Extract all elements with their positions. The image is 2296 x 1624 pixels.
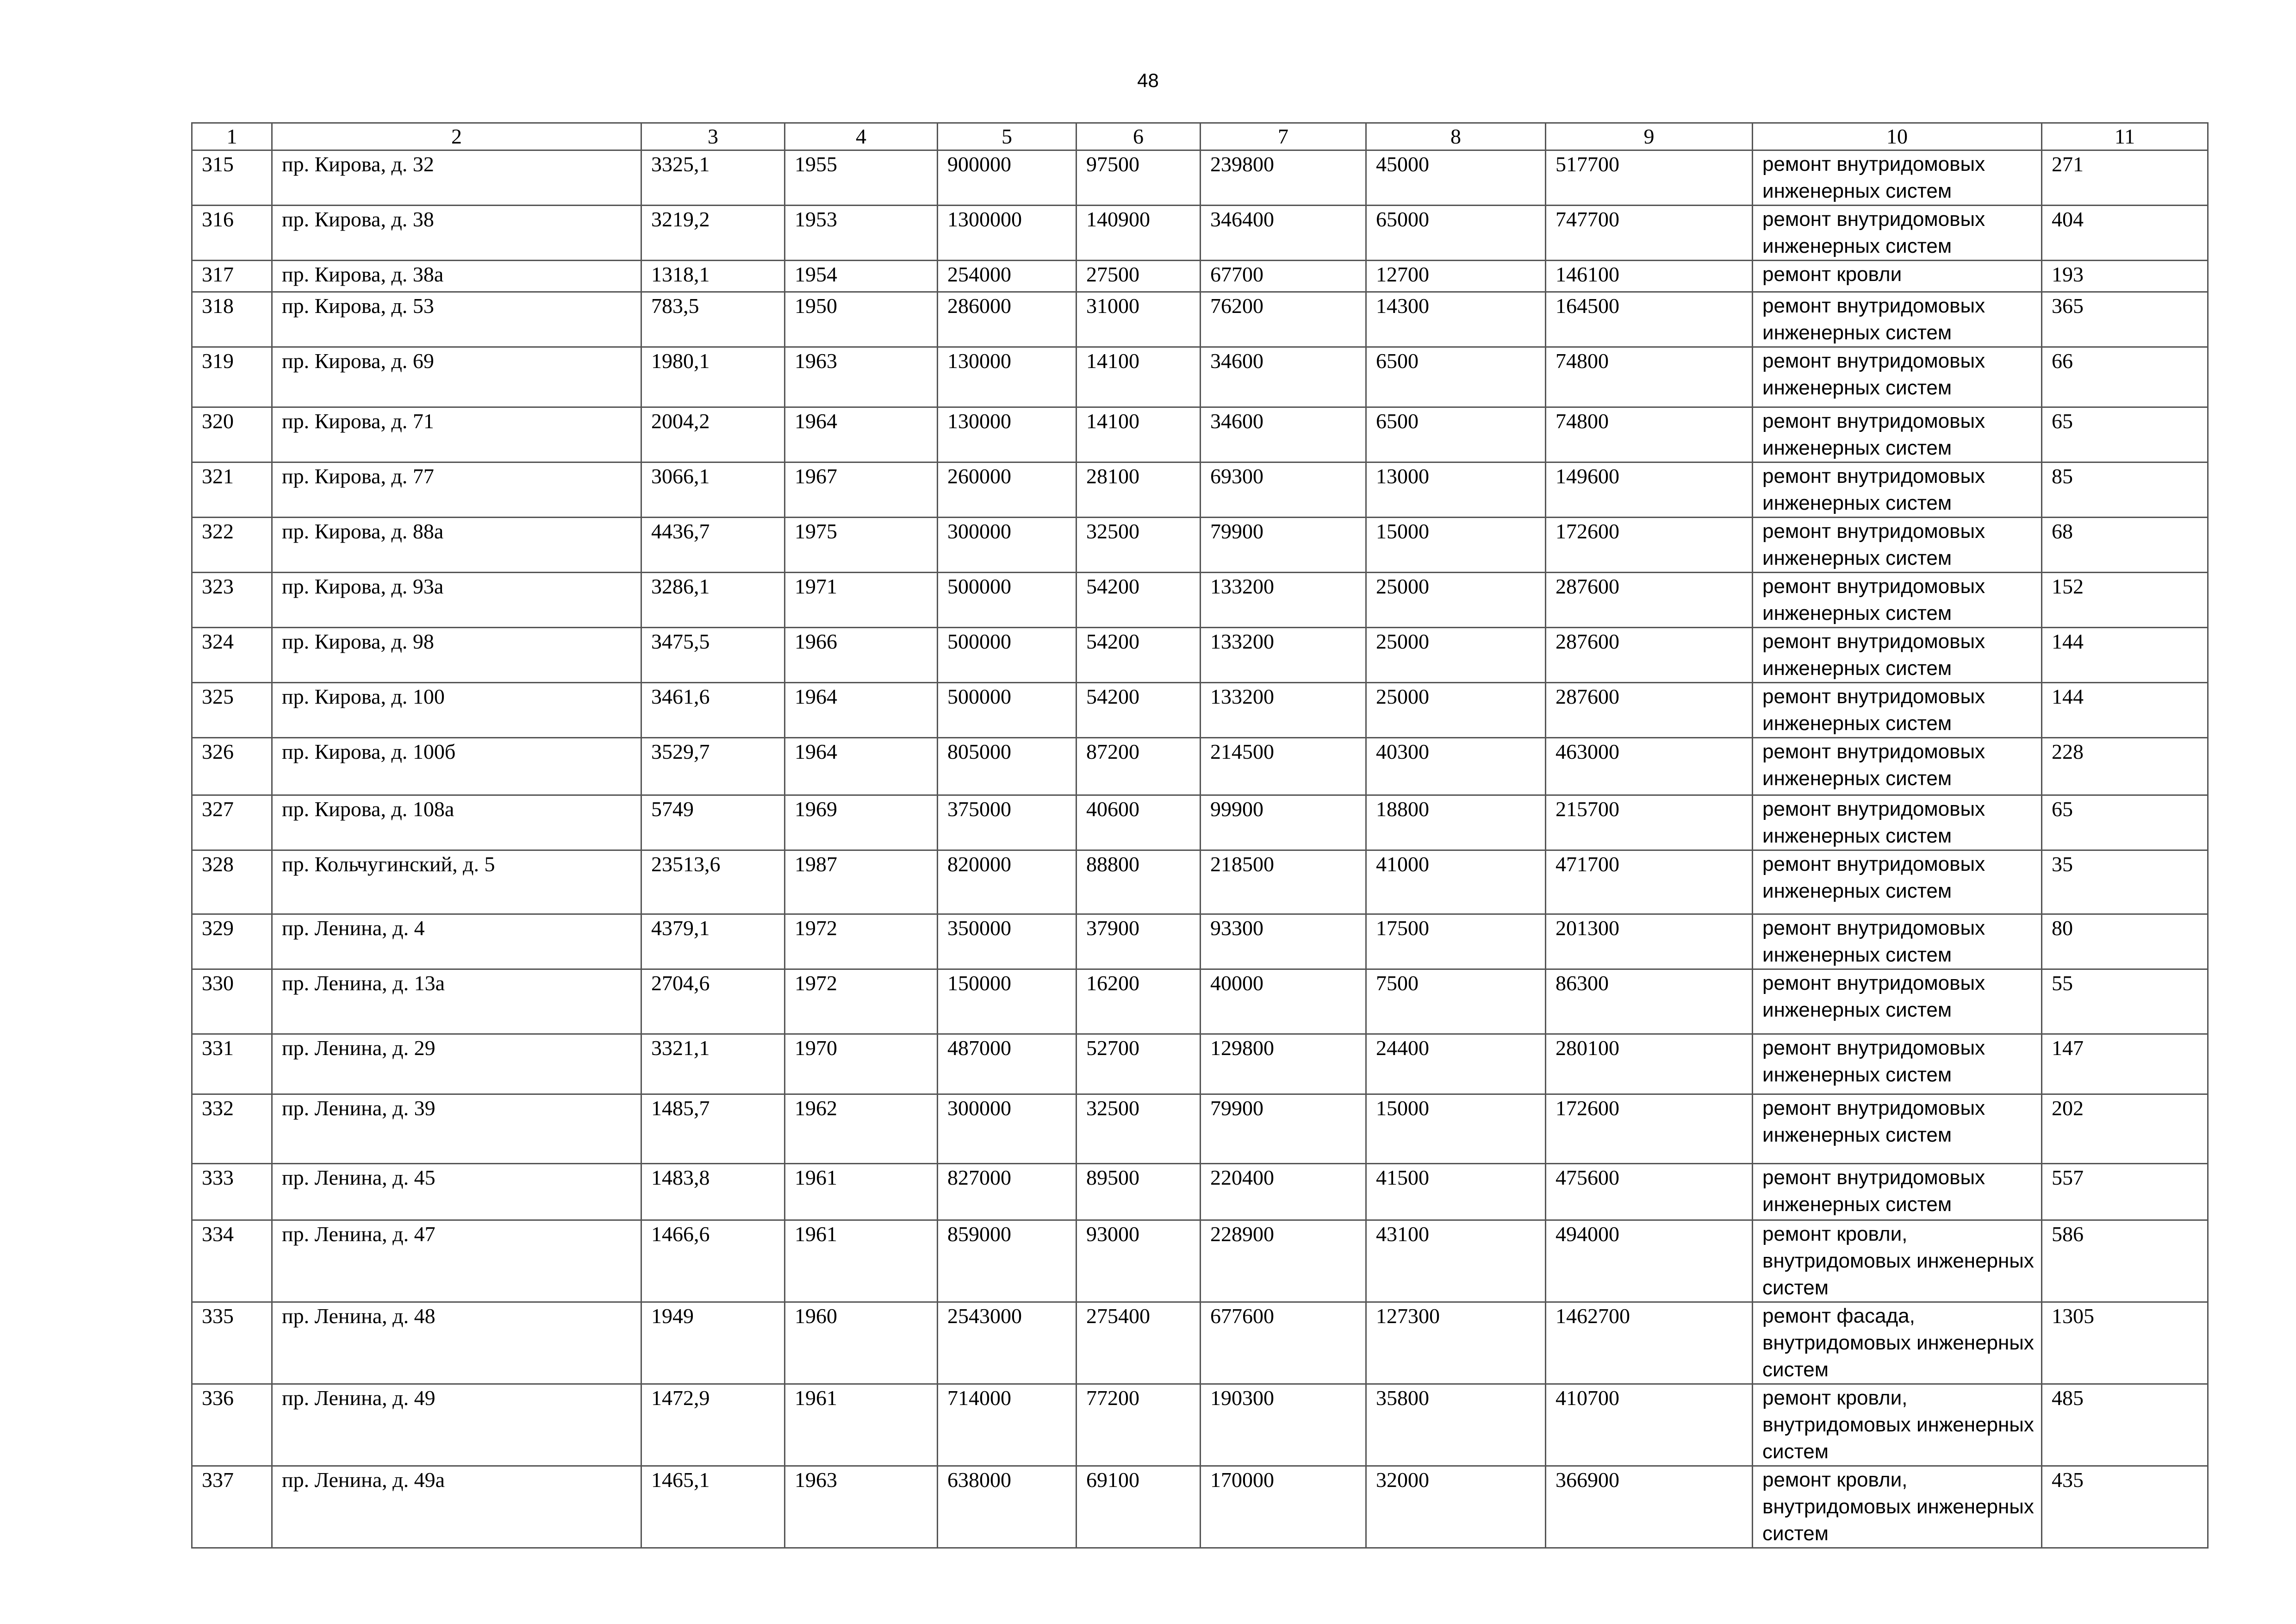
table-row: [192, 1164, 2208, 1220]
address: пр. Ленина, д. 49а: [272, 1466, 641, 1548]
cost-col-8: 25000: [1366, 628, 1546, 683]
column-header: 6: [1076, 123, 1201, 150]
table-row: [192, 1220, 2208, 1302]
cost-col-8: 41000: [1366, 850, 1546, 914]
work-type: ремонт кровли, внутридомовых инженерных систем: [1753, 1220, 2042, 1302]
total-cost: 300000: [938, 518, 1076, 573]
row-number: 320: [192, 407, 272, 462]
cost-col-9: 1462700: [1546, 1302, 1753, 1384]
year-built: 1954: [785, 261, 938, 292]
total-cost: 375000: [938, 795, 1076, 850]
column-header: 4: [785, 123, 938, 150]
col-11: 365: [2042, 292, 2208, 347]
work-type: ремонт кровли, внутридомовых инженерных систем: [1753, 1384, 2042, 1466]
col-11: 271: [2042, 150, 2208, 206]
total-cost: 805000: [938, 738, 1076, 795]
table-row: [192, 347, 2208, 407]
cost-col-9: 471700: [1546, 850, 1753, 914]
cost-col-6: 28100: [1076, 462, 1201, 518]
cost-col-6: 40600: [1076, 795, 1201, 850]
row-number: 331: [192, 1034, 272, 1094]
work-type: ремонт внутридомовых инженерных систем: [1753, 1034, 2042, 1094]
cost-col-6: 54200: [1076, 573, 1201, 628]
year-built: 1972: [785, 969, 938, 1034]
table-row: [192, 261, 2208, 292]
total-cost: 500000: [938, 628, 1076, 683]
year-built: 1964: [785, 683, 938, 738]
year-built: 1963: [785, 347, 938, 407]
cost-col-9: 287600: [1546, 628, 1753, 683]
year-built: 1961: [785, 1164, 938, 1220]
address: пр. Кирова, д. 32: [272, 150, 641, 206]
cost-col-6: 52700: [1076, 1034, 1201, 1094]
total-area: 3529,7: [641, 738, 785, 795]
total-cost: 900000: [938, 150, 1076, 206]
work-type: ремонт внутридомовых инженерных систем: [1753, 347, 2042, 407]
cost-col-7: 220400: [1201, 1164, 1366, 1220]
total-area: 3475,5: [641, 628, 785, 683]
table-row: [192, 738, 2208, 795]
cost-col-9: 287600: [1546, 573, 1753, 628]
address: пр. Ленина, д. 47: [272, 1220, 641, 1302]
work-type: ремонт внутридомовых инженерных систем: [1753, 628, 2042, 683]
address: пр. Кирова, д. 77: [272, 462, 641, 518]
col-11: 202: [2042, 1094, 2208, 1164]
total-cost: 300000: [938, 1094, 1076, 1164]
total-area: 783,5: [641, 292, 785, 347]
total-cost: 820000: [938, 850, 1076, 914]
column-header: 7: [1201, 123, 1366, 150]
address: пр. Кирова, д. 71: [272, 407, 641, 462]
cost-col-6: 14100: [1076, 407, 1201, 462]
total-cost: 500000: [938, 683, 1076, 738]
table-row: [192, 969, 2208, 1034]
cost-col-9: 215700: [1546, 795, 1753, 850]
year-built: 1964: [785, 738, 938, 795]
cost-col-9: 517700: [1546, 150, 1753, 206]
row-number: 333: [192, 1164, 272, 1220]
row-number: 332: [192, 1094, 272, 1164]
total-area: 1485,7: [641, 1094, 785, 1164]
table-row: [192, 573, 2208, 628]
cost-col-7: 79900: [1201, 1094, 1366, 1164]
total-cost: 254000: [938, 261, 1076, 292]
total-area: 3219,2: [641, 206, 785, 261]
cost-col-6: 275400: [1076, 1302, 1201, 1384]
col-11: 65: [2042, 795, 2208, 850]
cost-col-6: 69100: [1076, 1466, 1201, 1548]
table-row: [192, 1302, 2208, 1384]
total-cost: 487000: [938, 1034, 1076, 1094]
total-area: 3066,1: [641, 462, 785, 518]
col-11: 80: [2042, 914, 2208, 969]
cost-col-8: 7500: [1366, 969, 1546, 1034]
cost-col-7: 133200: [1201, 683, 1366, 738]
cost-col-7: 40000: [1201, 969, 1366, 1034]
col-11: 144: [2042, 683, 2208, 738]
col-11: 1305: [2042, 1302, 2208, 1384]
table-row: [192, 462, 2208, 518]
work-type: ремонт внутридомовых инженерных систем: [1753, 683, 2042, 738]
total-area: 1318,1: [641, 261, 785, 292]
cost-col-6: 93000: [1076, 1220, 1201, 1302]
cost-col-8: 40300: [1366, 738, 1546, 795]
page-number: 48: [1137, 69, 1159, 91]
total-cost: 130000: [938, 407, 1076, 462]
col-11: 66: [2042, 347, 2208, 407]
col-11: 228: [2042, 738, 2208, 795]
cost-col-7: 129800: [1201, 1034, 1366, 1094]
col-11: 435: [2042, 1466, 2208, 1548]
cost-col-6: 77200: [1076, 1384, 1201, 1466]
cost-col-6: 89500: [1076, 1164, 1201, 1220]
total-area: 3321,1: [641, 1034, 785, 1094]
col-11: 193: [2042, 261, 2208, 292]
cost-col-7: 239800: [1201, 150, 1366, 206]
col-11: 144: [2042, 628, 2208, 683]
work-type: ремонт внутридомовых инженерных систем: [1753, 292, 2042, 347]
cost-col-6: 54200: [1076, 683, 1201, 738]
work-type: ремонт фасада, внутридомовых инженерных систем: [1753, 1302, 2042, 1384]
row-number: 328: [192, 850, 272, 914]
cost-col-7: 76200: [1201, 292, 1366, 347]
row-number: 317: [192, 261, 272, 292]
cost-col-9: 747700: [1546, 206, 1753, 261]
cost-col-8: 43100: [1366, 1220, 1546, 1302]
cost-col-8: 65000: [1366, 206, 1546, 261]
row-number: 337: [192, 1466, 272, 1548]
year-built: 1975: [785, 518, 938, 573]
cost-col-7: 133200: [1201, 628, 1366, 683]
total-area: 5749: [641, 795, 785, 850]
cost-col-8: 32000: [1366, 1466, 1546, 1548]
cost-col-7: 677600: [1201, 1302, 1366, 1384]
cost-col-8: 15000: [1366, 1094, 1546, 1164]
cost-col-6: 140900: [1076, 206, 1201, 261]
year-built: 1960: [785, 1302, 938, 1384]
year-built: 1963: [785, 1466, 938, 1548]
total-area: 1483,8: [641, 1164, 785, 1220]
cost-col-8: 25000: [1366, 573, 1546, 628]
cost-col-7: 93300: [1201, 914, 1366, 969]
table-row: [192, 150, 2208, 206]
total-cost: 260000: [938, 462, 1076, 518]
total-area: 4379,1: [641, 914, 785, 969]
row-number: 321: [192, 462, 272, 518]
cost-col-8: 35800: [1366, 1384, 1546, 1466]
cost-col-7: 133200: [1201, 573, 1366, 628]
address: пр. Кирова, д. 100б: [272, 738, 641, 795]
total-area: 1949: [641, 1302, 785, 1384]
col-11: 152: [2042, 573, 2208, 628]
work-type: ремонт внутридомовых инженерных систем: [1753, 1164, 2042, 1220]
row-number: 325: [192, 683, 272, 738]
column-header: 9: [1546, 123, 1753, 150]
cost-col-9: 164500: [1546, 292, 1753, 347]
total-cost: 130000: [938, 347, 1076, 407]
total-area: 1466,6: [641, 1220, 785, 1302]
cost-col-6: 27500: [1076, 261, 1201, 292]
cost-col-7: 214500: [1201, 738, 1366, 795]
work-type: ремонт кровли, внутридомовых инженерных систем: [1753, 1466, 2042, 1548]
work-type: ремонт внутридомовых инженерных систем: [1753, 795, 2042, 850]
col-11: 557: [2042, 1164, 2208, 1220]
row-number: 324: [192, 628, 272, 683]
address: пр. Ленина, д. 49: [272, 1384, 641, 1466]
row-number: 330: [192, 969, 272, 1034]
cost-col-7: 34600: [1201, 407, 1366, 462]
total-area: 3461,6: [641, 683, 785, 738]
work-type: ремонт внутридомовых инженерных систем: [1753, 969, 2042, 1034]
cost-col-9: 366900: [1546, 1466, 1753, 1548]
total-cost: 2543000: [938, 1302, 1076, 1384]
total-area: 1465,1: [641, 1466, 785, 1548]
total-cost: 1300000: [938, 206, 1076, 261]
total-cost: 714000: [938, 1384, 1076, 1466]
row-number: 326: [192, 738, 272, 795]
work-type: ремонт внутридомовых инженерных систем: [1753, 573, 2042, 628]
table-row: [192, 628, 2208, 683]
year-built: 1967: [785, 462, 938, 518]
cost-col-9: 74800: [1546, 407, 1753, 462]
cost-col-6: 97500: [1076, 150, 1201, 206]
cost-col-6: 54200: [1076, 628, 1201, 683]
column-header: 8: [1366, 123, 1546, 150]
cost-col-9: 146100: [1546, 261, 1753, 292]
work-type: ремонт внутридомовых инженерных систем: [1753, 850, 2042, 914]
cost-col-8: 14300: [1366, 292, 1546, 347]
total-area: 1472,9: [641, 1384, 785, 1466]
work-type: ремонт кровли: [1753, 261, 2042, 292]
cost-col-8: 15000: [1366, 518, 1546, 573]
cost-col-8: 12700: [1366, 261, 1546, 292]
col-11: 35: [2042, 850, 2208, 914]
cost-col-9: 280100: [1546, 1034, 1753, 1094]
year-built: 1969: [785, 795, 938, 850]
cost-col-9: 410700: [1546, 1384, 1753, 1466]
address: пр. Ленина, д. 39: [272, 1094, 641, 1164]
table-row: [192, 914, 2208, 969]
row-number: 319: [192, 347, 272, 407]
total-cost: 638000: [938, 1466, 1076, 1548]
work-type: ремонт внутридомовых инженерных систем: [1753, 206, 2042, 261]
year-built: 1972: [785, 914, 938, 969]
cost-col-9: 494000: [1546, 1220, 1753, 1302]
year-built: 1970: [785, 1034, 938, 1094]
cost-col-9: 149600: [1546, 462, 1753, 518]
row-number: 336: [192, 1384, 272, 1466]
table-row: [192, 407, 2208, 462]
cost-col-7: 99900: [1201, 795, 1366, 850]
cost-col-7: 69300: [1201, 462, 1366, 518]
total-cost: 859000: [938, 1220, 1076, 1302]
col-11: 65: [2042, 407, 2208, 462]
cost-col-6: 37900: [1076, 914, 1201, 969]
year-built: 1953: [785, 206, 938, 261]
year-built: 1966: [785, 628, 938, 683]
work-type: ремонт внутридомовых инженерных систем: [1753, 1094, 2042, 1164]
row-number: 335: [192, 1302, 272, 1384]
address: пр. Кирова, д. 88а: [272, 518, 641, 573]
cost-col-6: 14100: [1076, 347, 1201, 407]
work-type: ремонт внутридомовых инженерных систем: [1753, 914, 2042, 969]
table-row: [192, 795, 2208, 850]
year-built: 1961: [785, 1220, 938, 1302]
address: пр. Кирова, д. 38: [272, 206, 641, 261]
cost-col-8: 6500: [1366, 407, 1546, 462]
address: пр. Кирова, д. 100: [272, 683, 641, 738]
cost-col-7: 170000: [1201, 1466, 1366, 1548]
repair-program-table: [191, 122, 2209, 1549]
work-type: ремонт внутридомовых инженерных систем: [1753, 738, 2042, 795]
row-number: 316: [192, 206, 272, 261]
cost-col-7: 346400: [1201, 206, 1366, 261]
cost-col-6: 31000: [1076, 292, 1201, 347]
cost-col-9: 475600: [1546, 1164, 1753, 1220]
table-row: [192, 1094, 2208, 1164]
cost-col-8: 45000: [1366, 150, 1546, 206]
cost-col-8: 13000: [1366, 462, 1546, 518]
row-number: 322: [192, 518, 272, 573]
total-area: 3325,1: [641, 150, 785, 206]
cost-col-7: 79900: [1201, 518, 1366, 573]
cost-col-9: 86300: [1546, 969, 1753, 1034]
cost-col-6: 87200: [1076, 738, 1201, 795]
address: пр. Кирова, д. 93а: [272, 573, 641, 628]
cost-col-9: 74800: [1546, 347, 1753, 407]
table-row: [192, 683, 2208, 738]
table-row: [192, 1384, 2208, 1466]
cost-col-9: 287600: [1546, 683, 1753, 738]
cost-col-8: 127300: [1366, 1302, 1546, 1384]
year-built: 1964: [785, 407, 938, 462]
cost-col-9: 201300: [1546, 914, 1753, 969]
cost-col-6: 88800: [1076, 850, 1201, 914]
row-number: 334: [192, 1220, 272, 1302]
cost-col-8: 18800: [1366, 795, 1546, 850]
cost-col-6: 32500: [1076, 518, 1201, 573]
table-row: [192, 1466, 2208, 1548]
table-row: [192, 518, 2208, 573]
year-built: 1987: [785, 850, 938, 914]
cost-col-8: 17500: [1366, 914, 1546, 969]
year-built: 1950: [785, 292, 938, 347]
column-header: 3: [641, 123, 785, 150]
work-type: ремонт внутридомовых инженерных систем: [1753, 462, 2042, 518]
total-cost: 286000: [938, 292, 1076, 347]
address: пр. Ленина, д. 4: [272, 914, 641, 969]
table-row: [192, 850, 2208, 914]
cost-col-9: 172600: [1546, 518, 1753, 573]
cost-col-9: 463000: [1546, 738, 1753, 795]
cost-col-7: 34600: [1201, 347, 1366, 407]
cost-col-6: 32500: [1076, 1094, 1201, 1164]
address: пр. Ленина, д. 13а: [272, 969, 641, 1034]
cost-col-8: 6500: [1366, 347, 1546, 407]
year-built: 1971: [785, 573, 938, 628]
address: пр. Ленина, д. 45: [272, 1164, 641, 1220]
work-type: ремонт внутридомовых инженерных систем: [1753, 407, 2042, 462]
total-cost: 827000: [938, 1164, 1076, 1220]
column-header: 10: [1753, 123, 2042, 150]
cost-col-8: 41500: [1366, 1164, 1546, 1220]
col-11: 55: [2042, 969, 2208, 1034]
cost-col-7: 218500: [1201, 850, 1366, 914]
row-number: 318: [192, 292, 272, 347]
year-built: 1962: [785, 1094, 938, 1164]
address: пр. Ленина, д. 29: [272, 1034, 641, 1094]
total-area: 2704,6: [641, 969, 785, 1034]
year-built: 1961: [785, 1384, 938, 1466]
total-area: 23513,6: [641, 850, 785, 914]
total-area: 2004,2: [641, 407, 785, 462]
total-cost: 150000: [938, 969, 1076, 1034]
address: пр. Кирова, д. 53: [272, 292, 641, 347]
address: пр. Кольчугинский, д. 5: [272, 850, 641, 914]
cost-col-7: 67700: [1201, 261, 1366, 292]
column-header: 5: [938, 123, 1076, 150]
col-11: 68: [2042, 518, 2208, 573]
table-row: [192, 292, 2208, 347]
address: пр. Кирова, д. 98: [272, 628, 641, 683]
address: пр. Кирова, д. 69: [272, 347, 641, 407]
total-area: 1980,1: [641, 347, 785, 407]
total-area: 4436,7: [641, 518, 785, 573]
col-11: 404: [2042, 206, 2208, 261]
table-row: [192, 206, 2208, 261]
cost-col-8: 24400: [1366, 1034, 1546, 1094]
row-number: 315: [192, 150, 272, 206]
col-11: 147: [2042, 1034, 2208, 1094]
column-header: 2: [272, 123, 641, 150]
table-row: [192, 1034, 2208, 1094]
row-number: 327: [192, 795, 272, 850]
year-built: 1955: [785, 150, 938, 206]
cost-col-7: 228900: [1201, 1220, 1366, 1302]
work-type: ремонт внутридомовых инженерных систем: [1753, 150, 2042, 206]
cost-col-7: 190300: [1201, 1384, 1366, 1466]
column-number-row: [192, 123, 2208, 150]
address: пр. Кирова, д. 38а: [272, 261, 641, 292]
cost-col-8: 25000: [1366, 683, 1546, 738]
total-cost: 500000: [938, 573, 1076, 628]
col-11: 586: [2042, 1220, 2208, 1302]
total-area: 3286,1: [641, 573, 785, 628]
row-number: 329: [192, 914, 272, 969]
col-11: 485: [2042, 1384, 2208, 1466]
work-type: ремонт внутридомовых инженерных систем: [1753, 518, 2042, 573]
col-11: 85: [2042, 462, 2208, 518]
address: пр. Кирова, д. 108а: [272, 795, 641, 850]
cost-col-9: 172600: [1546, 1094, 1753, 1164]
address: пр. Ленина, д. 48: [272, 1302, 641, 1384]
row-number: 323: [192, 573, 272, 628]
column-header: 11: [2042, 123, 2208, 150]
column-header: 1: [192, 123, 272, 150]
cost-col-6: 16200: [1076, 969, 1201, 1034]
total-cost: 350000: [938, 914, 1076, 969]
